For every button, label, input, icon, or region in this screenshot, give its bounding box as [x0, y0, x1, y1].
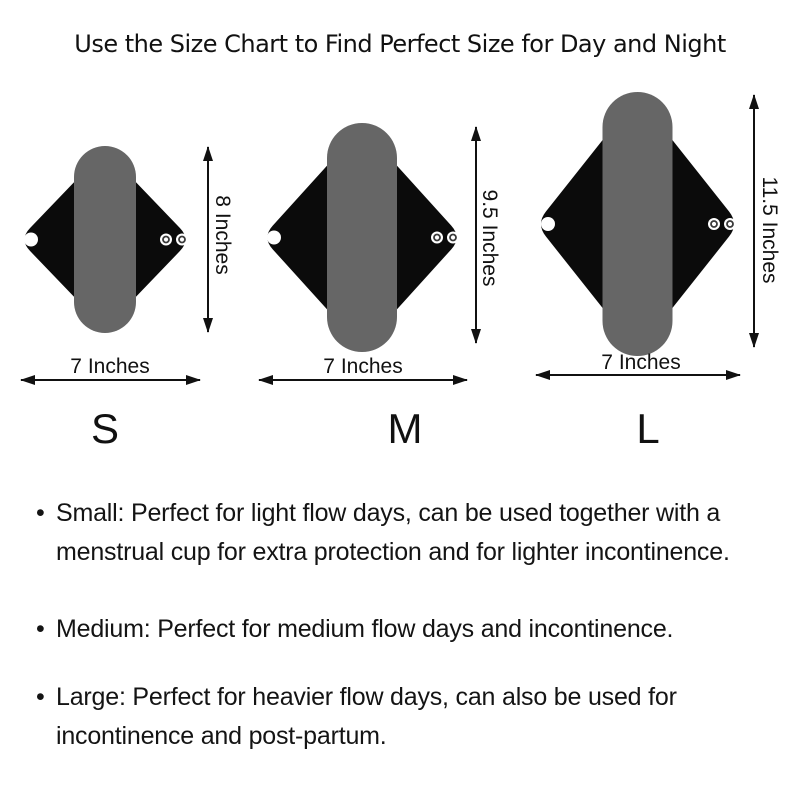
bullet-line: incontinence and post-partum.	[56, 722, 387, 750]
bullet-line: Large: Perfect for heavier flow days, can also be used for	[56, 683, 677, 711]
size-letter-large: L	[636, 405, 660, 452]
bullet-line: Small: Perfect for light flow days, can be used together with a	[56, 499, 721, 527]
width-dimension-arrow-small	[21, 379, 200, 381]
bullet-marker: •	[36, 683, 45, 711]
bullet-marker: •	[36, 499, 45, 527]
height-label-large: 11.5 Inches	[758, 176, 781, 284]
bullet-text	[56, 678, 677, 756]
bullet-item-large	[36, 678, 792, 756]
bullet-marker: •	[36, 615, 45, 643]
bullet-item-small	[36, 494, 792, 572]
bullet-line: menstrual cup for extra protection and for lighter incontinence.	[56, 538, 730, 566]
bullet-item-medium	[36, 610, 792, 649]
width-dimension-arrow-medium	[259, 379, 467, 381]
chart-title: Use the Size Chart to Find Perfect Size for Day and Night	[74, 30, 726, 58]
size-letter-medium: M	[387, 405, 423, 452]
width-label-medium: 7 Inches	[323, 355, 403, 378]
size-letter-small: S	[90, 405, 120, 452]
height-label-medium: 9.5 Inches	[478, 189, 501, 287]
bullet-line: Medium: Perfect for medium flow days and incontinence.	[56, 615, 674, 643]
bullet-text	[56, 494, 730, 572]
width-label-small: 7 Inches	[70, 355, 150, 378]
pad-illustration-medium	[261, 123, 463, 352]
bullet-text	[56, 610, 673, 649]
width-label-large: 7 Inches	[601, 351, 681, 374]
height-dimension-arrow-small	[207, 147, 209, 332]
height-label-small: 8 Inches	[211, 195, 234, 275]
pad-illustration-large	[535, 92, 740, 356]
pad-illustration-small	[18, 146, 192, 333]
height-dimension-arrow-large	[753, 95, 755, 347]
size-descriptions	[36, 494, 792, 756]
